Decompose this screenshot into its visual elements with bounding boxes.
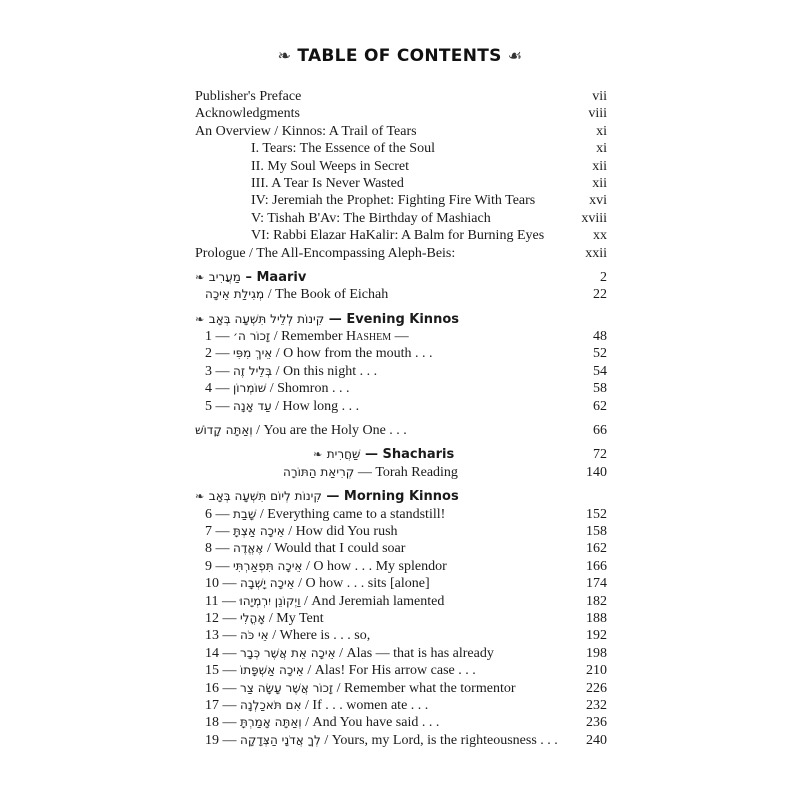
kinnah-entry[interactable]: 13 — אֵי כֹּה / Where is . . . so, 192	[205, 628, 607, 644]
page-number: 182	[586, 593, 607, 609]
page-number: 2	[600, 269, 607, 285]
entry-label: I. Tears: The Essence of the Soul	[251, 141, 435, 157]
kinnah-entry[interactable]: 6 — שָׁבַת / Everything came to a standstill! 152	[205, 506, 607, 522]
toc-entry-acknowledgments[interactable]	[195, 105, 607, 122]
toc-entry-overview[interactable]	[195, 123, 607, 140]
page-number: 58	[593, 381, 607, 397]
toc-subentry[interactable]	[195, 227, 607, 244]
page-number: 236	[586, 715, 607, 731]
section-title: Shacharis	[382, 447, 455, 463]
page-number: 166	[586, 558, 607, 574]
hebrew-title: מַעֲרִיב	[208, 269, 241, 284]
page-number: 198	[586, 645, 607, 661]
kinnah-entry[interactable]: 3 — בְּלֵיל זֶה / On this night . . . 54	[205, 363, 607, 379]
right-ornament-icon: ☙	[507, 46, 523, 65]
page-number: 192	[586, 628, 607, 644]
toc-entry-torah-reading[interactable]: קְרִיאַת הַתּוֹרָה — Torah Reading 140	[283, 464, 607, 480]
kinnah-entry[interactable]: 15 — אֵיכָה אַשְׁפָּתוֹ / Alas! For His arrow case . . . 210	[205, 663, 607, 679]
page-number: 72	[593, 447, 607, 463]
toc-subentry[interactable]	[195, 175, 607, 192]
kinnah-entry[interactable]: 12 — אָהֳלִי / My Tent 188	[205, 610, 607, 626]
page-number: 66	[593, 423, 607, 439]
toc-subentry[interactable]	[195, 210, 607, 227]
page-number: 158	[586, 523, 607, 539]
kinnah-entry[interactable]: 8 — אֶאֱדֶה / Would that I could soar 162	[205, 541, 607, 557]
section-title: Maariv	[256, 269, 307, 285]
page-number: 22	[593, 287, 607, 303]
section-heading-maariv[interactable]: ❧ מַעֲרִיב – Maariv 2	[195, 269, 607, 285]
section-ornament-icon: ❧	[195, 312, 205, 326]
section-title: Morning Kinnos	[343, 489, 459, 505]
kinnah-entry[interactable]: 9 — אֵיכָה תִּפְאַרְתִּי / O how . . . My splendor 166	[205, 558, 607, 574]
kinnah-entry[interactable]: 17 — אִם תֹּאכַלְנָה / If . . . women ate . . . 232	[205, 697, 607, 713]
kinnah-entry[interactable]: 2 — אֵיךְ מִפִּי / O how from the mouth . . . 52	[205, 346, 607, 362]
page-number: xii	[592, 175, 607, 191]
section-title: Evening Kinnos	[346, 311, 459, 327]
page-number: vii	[592, 89, 607, 104]
entry-label: VI: Rabbi Elazar HaKalir: A Balm for Burning Eyes	[251, 228, 545, 244]
toc-entry-prologue[interactable]	[195, 245, 607, 262]
kinnah-entry[interactable]: 1 — זָכוֹר ה׳ / Remember Hashem — 48	[205, 329, 607, 345]
table-of-contents	[195, 88, 607, 749]
kinnah-entry[interactable]: 16 — זָכוֹר אֲשֶׁר עָשָׂה צַר / Remember what the tormentor 226	[205, 680, 607, 696]
page-number: 188	[586, 610, 607, 626]
page-number: 240	[586, 732, 607, 748]
page-number: 226	[586, 680, 607, 696]
kinnah-entry[interactable]: 19 — לְךָ אֲדֹנָי הַצְּדָקָה / Yours, my Lord, is the righteousness . . . 240	[205, 732, 607, 748]
page-number: xi	[596, 141, 607, 157]
entry-label: III. A Tear Is Never Wasted	[251, 175, 404, 191]
entry-label: IV: Jeremiah the Prophet: Fighting Fire With Tears	[251, 193, 536, 209]
page-number: 232	[586, 697, 607, 713]
page-number: 62	[593, 398, 607, 414]
page-number: 140	[586, 464, 607, 480]
page-number: 152	[586, 506, 607, 522]
section-ornament-icon: ❧	[195, 270, 205, 284]
page-number: 174	[586, 576, 607, 592]
kinnah-entry[interactable]: 7 — אֵיכָה אַצְתָּ / How did You rush 158	[205, 523, 607, 539]
page-number: xviii	[581, 210, 607, 226]
page-number: 54	[593, 363, 607, 379]
page-number: xi	[596, 123, 607, 139]
hebrew-title: שַׁחֲרִית	[326, 447, 361, 462]
page-number: 162	[586, 541, 607, 557]
hebrew-title: קִינוֹת לְיוֹם תִּשְׁעָה בְּאָב	[208, 489, 322, 504]
entry-label: II. My Soul Weeps in Secret	[251, 158, 410, 174]
hebrew-title: מְגִילַת אֵיכָה	[205, 287, 265, 302]
toc-subentry[interactable]	[195, 192, 607, 209]
kinnah-entry[interactable]: 10 — אֵיכָה יָשְׁבָה / O how . . . sits [alone] 174	[205, 576, 607, 592]
kinnah-entry[interactable]: 14 — אֵיכָה אֵת אֲשֶׁר כְּבָר / Alas — that is has already 198	[205, 645, 607, 661]
kinnah-entry[interactable]: 11 — וַיְקוֹנֵן יִרְמְיָהוּ / And Jeremiah lamented 182	[205, 593, 607, 609]
toc-entry-publishers-preface[interactable]	[195, 88, 607, 105]
section-heading-evening-kinnos[interactable]: ❧ קִינוֹת לְלֵיל תִּשְׁעָה בְּאָב — Evening Kinnos	[195, 311, 459, 327]
page-title	[0, 46, 800, 66]
kinnah-entry[interactable]: 4 — שׁוֹמְרוֹן / Shomron . . . 58	[205, 381, 607, 397]
entry-label: Prologue / The All-Encompassing Aleph-Beis:	[195, 245, 456, 261]
entry-label: Publisher's Preface	[195, 89, 302, 104]
entry-label: V: Tishah B'Av: The Birthday of Mashiach	[251, 210, 491, 226]
page-number: 48	[593, 329, 607, 345]
toc-subentry[interactable]	[195, 140, 607, 157]
title-text: TABLE OF CONTENTS	[297, 46, 502, 66]
section-ornament-icon: ❧	[195, 490, 205, 504]
kinnah-entry[interactable]: 5 — עַד אָנָה / How long . . . 62	[205, 398, 607, 414]
page-number: 52	[593, 346, 607, 362]
entry-label: Acknowledgments	[195, 106, 300, 122]
toc-subentry[interactable]	[195, 158, 607, 175]
page-number: xxii	[585, 245, 607, 261]
left-ornament-icon: ❧	[277, 46, 292, 65]
toc-entry-book-of-eichah[interactable]	[195, 286, 607, 303]
page-number: viii	[588, 106, 607, 122]
kinnah-entry[interactable]: 18 — וְאַתָּה אָמַרְתָּ / And You have said . . . 236	[205, 715, 607, 731]
section-heading-shacharis[interactable]: ❧ שַׁחֲרִית — Shacharis 72	[313, 447, 607, 463]
hebrew-title: קִינוֹת לְלֵיל תִּשְׁעָה בְּאָב	[208, 311, 325, 326]
section-ornament-icon: ❧	[313, 448, 323, 462]
page-number: xvi	[589, 193, 607, 209]
toc-entry-holy-one[interactable]: וְאַתָּה קָדוֹשׁ / You are the Holy One . . . 66	[195, 423, 607, 439]
page-number: 210	[586, 663, 607, 679]
page-number: xx	[593, 228, 607, 244]
entry-label: / The Book of Eichah	[264, 287, 389, 303]
section-heading-morning-kinnos[interactable]: ❧ קִינוֹת לְיוֹם תִּשְׁעָה בְּאָב — Morning Kinnos	[195, 489, 459, 505]
entry-label: An Overview / Kinnos: A Trail of Tears	[195, 123, 417, 139]
page-number: xii	[592, 158, 607, 174]
